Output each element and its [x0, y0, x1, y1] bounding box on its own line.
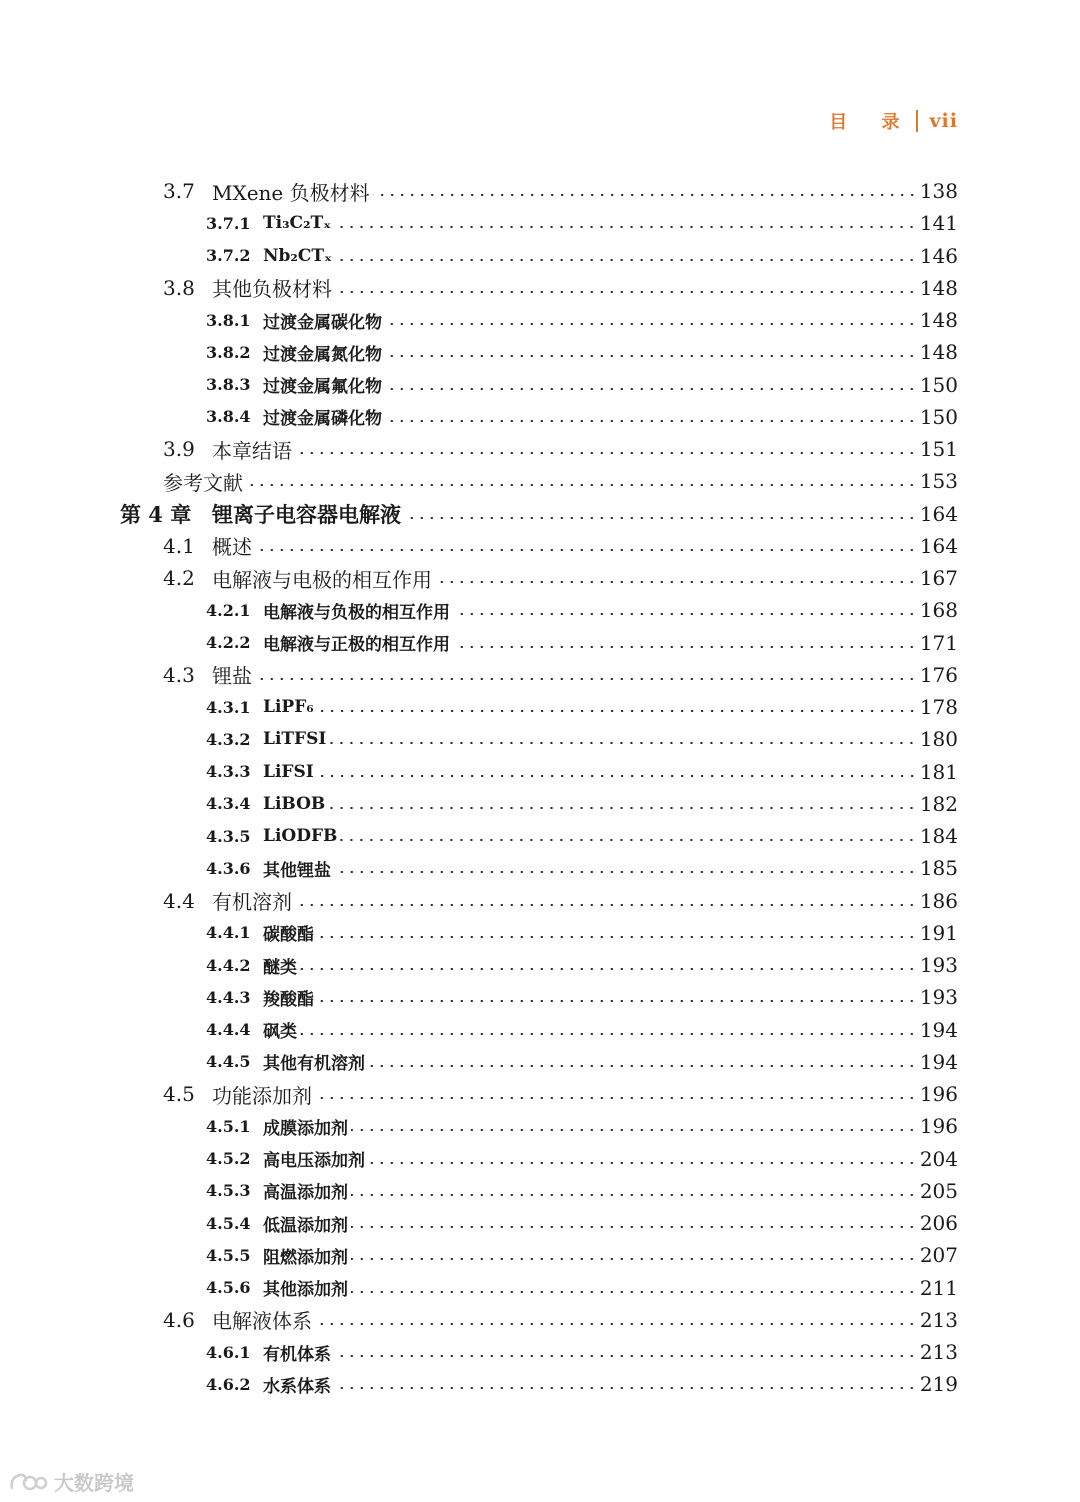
toc-entry-title: 砜类: [263, 1022, 297, 1042]
toc-entry-page-number: 193: [919, 985, 958, 1010]
toc-entry-title: 高电压添加剂: [263, 1151, 365, 1171]
toc-entry[interactable]: [0, 1272, 1080, 1304]
toc-dot-leader: [340, 839, 916, 841]
toc-entry-number: 3.7: [163, 179, 195, 203]
toc-entry[interactable]: [0, 207, 1080, 239]
toc-dot-leader: [334, 226, 917, 228]
toc-entry-line: [206, 820, 958, 852]
toc-entry-number: 3.9: [163, 437, 195, 461]
toc-entry-page-number: 164: [919, 533, 958, 558]
toc-entry-page-number: 213: [919, 1340, 958, 1364]
toc-dot-leader: [351, 1129, 917, 1131]
toc-entry[interactable]: [0, 1336, 1080, 1368]
toc-entry[interactable]: [0, 1239, 1080, 1271]
toc-entry-number: 4.4.2: [206, 955, 251, 975]
toc-entry-title: Nb₂CTₓ: [263, 245, 333, 266]
toc-dot-leader: [373, 194, 917, 196]
toc-entry-title: 概述: [212, 535, 252, 560]
toc-entry-title: 过渡金属磷化物: [263, 409, 382, 430]
toc-dot-leader: [435, 581, 917, 583]
toc-entry-number: 4.6: [163, 1307, 195, 1332]
toc-dot-leader: [335, 291, 917, 293]
toc-entry-number: 4.5: [163, 1082, 195, 1106]
toc-dot-leader: [255, 549, 917, 551]
toc-entry-page-number: 168: [919, 598, 958, 623]
toc-entry-page-number: 148: [919, 275, 958, 300]
toc-entry-title: 其他负极材料: [212, 277, 332, 302]
toc-entry-number: 3.7.2: [206, 246, 251, 265]
toc-entry-line: [206, 240, 958, 272]
toc-entry-number: 4.5.2: [206, 1149, 251, 1168]
toc-entry-number: 3.8.1: [206, 310, 251, 330]
toc-entry-number: 4.4.4: [206, 1020, 251, 1039]
toc-dot-leader: [300, 1033, 917, 1035]
toc-entry-line: [206, 336, 958, 368]
toc-dot-leader: [368, 1162, 917, 1164]
toc-entry-line: [206, 369, 958, 401]
toc-entry-page-number: 182: [919, 791, 958, 816]
toc-entry-number: 3.7.1: [206, 213, 251, 233]
toc-entry-page-number: 164: [919, 501, 958, 526]
toc-entry-number: 4.3: [163, 662, 195, 687]
toc-entry[interactable]: [0, 304, 1080, 336]
toc-entry[interactable]: [0, 1304, 1080, 1336]
toc-dot-leader: [351, 1258, 917, 1260]
toc-entry-line: [206, 207, 958, 239]
toc-entry-page-number: 148: [919, 340, 958, 365]
toc-dot-leader: [317, 710, 917, 712]
toc-entry-page-number: 191: [919, 920, 958, 945]
toc-entry[interactable]: [0, 756, 1080, 788]
toc-dot-leader: [385, 420, 917, 422]
toc-entry-title: 锂盐: [212, 664, 252, 689]
toc-entry[interactable]: [0, 369, 1080, 401]
toc-entry[interactable]: [0, 498, 1080, 530]
running-head-title: 目 录: [829, 112, 914, 133]
toc-dot-leader: [300, 968, 917, 970]
toc-entry-title: 醚类: [263, 957, 297, 978]
toc-entry-number: 3.8.2: [206, 342, 251, 362]
toc-dot-leader: [334, 1355, 917, 1357]
toc-entry-line: [163, 659, 958, 691]
toc-entry-page-number: 150: [919, 404, 958, 429]
toc-entry-number: 4.5.4: [206, 1213, 251, 1233]
toc-entry-line: [206, 1143, 958, 1175]
toc-entry-line: [163, 272, 958, 304]
toc-entry-number: 3.8.4: [206, 407, 251, 427]
toc-entry-number: 4.3.2: [206, 729, 251, 749]
toc-dot-leader: [328, 807, 917, 809]
toc-entry[interactable]: [0, 465, 1080, 497]
toc-dot-leader: [315, 1323, 917, 1325]
toc-entry-line: [206, 627, 958, 659]
toc-entry[interactable]: [0, 723, 1080, 755]
toc-entry[interactable]: [0, 820, 1080, 852]
toc-dot-leader: [246, 484, 917, 486]
toc-entry-line: [206, 917, 958, 949]
toc-entry-title: 电解液与正极的相互作用: [263, 635, 450, 655]
toc-entry-title: 有机溶剂: [212, 890, 292, 914]
toc-dot-leader: [404, 517, 917, 519]
toc-entry-title: 本章结语: [212, 438, 292, 463]
toc-entry-title: LiBOB: [263, 793, 326, 814]
running-head: [829, 106, 958, 136]
toc-dot-leader: [329, 742, 916, 744]
toc-entry[interactable]: [0, 788, 1080, 820]
toc-entry[interactable]: [0, 1207, 1080, 1239]
toc-entry-title: 高温添加剂: [263, 1183, 348, 1204]
toc-entry-title: 参考文献: [163, 470, 243, 495]
toc-entry-title: 过渡金属氮化物: [263, 344, 382, 365]
toc-entry-line: [206, 691, 958, 723]
toc-entry[interactable]: [0, 240, 1080, 272]
toc-entry-title: 成膜添加剂: [263, 1118, 348, 1139]
toc-entry-number: 4.4.1: [206, 923, 251, 943]
toc-dot-leader: [385, 355, 917, 357]
toc-entry-title: 其他有机溶剂: [263, 1054, 365, 1075]
toc-entry-title: 其他添加剂: [263, 1280, 348, 1300]
toc-entry-number: 3.8: [163, 275, 195, 300]
toc-entry-number: 4.5.6: [206, 1278, 251, 1297]
toc-entry-number: 4.5.3: [206, 1181, 251, 1201]
toc-entry-line: [206, 1175, 958, 1207]
toc-entry-page-number: 171: [919, 630, 958, 655]
toc-entry-number: 4.1: [163, 533, 195, 558]
toc-entry-page-number: 204: [919, 1146, 958, 1171]
toc-entry-page-number: 150: [919, 372, 958, 397]
toc-entry-number: 第 4 章: [120, 501, 192, 527]
toc-dot-leader: [334, 1387, 917, 1389]
toc-entry-line: [163, 433, 958, 465]
toc-entry-line: [206, 788, 958, 820]
toc-entry-line: [163, 175, 958, 207]
toc-entry-number: 4.5.5: [206, 1245, 251, 1265]
toc-entry-page-number: 186: [919, 888, 958, 913]
toc-entry-line: [206, 401, 958, 433]
toc-entry-line: [206, 723, 958, 755]
toc-entry[interactable]: [0, 852, 1080, 884]
toc-dot-leader: [317, 775, 917, 777]
toc-entry-page-number: 141: [919, 211, 958, 236]
watermark-text: 大数跨境: [54, 1471, 134, 1495]
toc-entry-number: 4.2.1: [206, 600, 251, 620]
toc-entry-line: [206, 304, 958, 336]
toc-entry[interactable]: [0, 594, 1080, 626]
toc-entry-title: LiFSI: [263, 761, 314, 782]
toc-dot-leader: [317, 936, 917, 938]
toc-entry-number: 4.5.1: [206, 1116, 251, 1136]
toc-entry-page-number: 219: [919, 1372, 958, 1397]
toc-dot-leader: [334, 871, 917, 873]
toc-entry-title: 阻燃添加剂: [263, 1247, 348, 1268]
toc-entry-line: [206, 981, 958, 1013]
running-head-page-number: vii: [929, 110, 958, 132]
toc-entry-line: [163, 1304, 958, 1336]
toc-entry[interactable]: [0, 1078, 1080, 1110]
toc-entry-number: 4.3.1: [206, 697, 251, 717]
toc-entry-title: LiODFB: [263, 826, 338, 846]
toc-dot-leader: [453, 646, 917, 648]
toc-dot-leader: [315, 1097, 917, 1099]
toc-entry-page-number: 176: [919, 662, 958, 687]
toc-entry-line: [206, 1110, 958, 1142]
toc-entry[interactable]: [0, 530, 1080, 562]
toc-entry[interactable]: [0, 885, 1080, 917]
toc-entry[interactable]: [0, 917, 1080, 949]
toc-entry[interactable]: [0, 659, 1080, 691]
toc-entry-title: 功能添加剂: [212, 1083, 312, 1108]
toc-entry-page-number: 180: [919, 727, 958, 752]
toc-entry-page-number: 181: [919, 759, 958, 784]
toc-entry[interactable]: [0, 1014, 1080, 1046]
toc-entry-number: 4.2: [163, 566, 195, 590]
toc-entry-title: 过渡金属氟化物: [263, 377, 382, 397]
toc-entry-page-number: 178: [919, 695, 958, 719]
toc-entry-title: 有机体系: [263, 1344, 331, 1365]
toc-entry-page-number: 148: [919, 308, 958, 332]
toc-entry-number: 3.8.3: [206, 375, 251, 394]
watermark-logo-icon: [8, 1469, 48, 1495]
toc-dot-leader: [385, 323, 917, 325]
toc-entry-title: 其他锂盐: [263, 860, 331, 881]
toc-entry[interactable]: [0, 272, 1080, 304]
toc-entry-title: 过渡金属碳化物: [263, 312, 382, 333]
toc-entry-title: LiPF₆: [263, 697, 314, 717]
toc-entry-number: 4.6.1: [206, 1342, 251, 1362]
toc-entry-page-number: 193: [919, 953, 958, 977]
toc-dot-leader: [351, 1291, 917, 1293]
toc-entry-line: [163, 465, 958, 497]
toc-entry[interactable]: [0, 1368, 1080, 1400]
toc-entry-number: 4.4.5: [206, 1052, 251, 1072]
toc-entry-number: 4.3.3: [206, 762, 251, 781]
toc-entry[interactable]: [0, 627, 1080, 659]
toc-entry-number: 4.2.2: [206, 633, 251, 652]
toc-entry-title: 羧酸酯: [263, 989, 314, 1010]
watermark: [8, 1467, 134, 1496]
toc-entry-page-number: 146: [919, 243, 958, 268]
toc-entry-line: [163, 885, 958, 917]
toc-entry-title: 电解液与电极的相互作用: [212, 567, 432, 592]
toc-entry-title: Ti₃C₂Tₓ: [263, 213, 332, 234]
toc-dot-leader: [385, 388, 917, 390]
toc-entry-line: [206, 852, 958, 884]
toc-entry-line: [206, 1336, 958, 1368]
toc-entry-line: [206, 949, 958, 981]
toc-entry-number: 4.4.3: [206, 987, 251, 1007]
toc-entry-page-number: 207: [919, 1243, 958, 1268]
toc-entry-line: [206, 1239, 958, 1271]
toc-entry-page-number: 205: [919, 1178, 958, 1203]
toc-dot-leader: [351, 1194, 917, 1196]
toc-entry-line: [206, 1046, 958, 1078]
toc-entry-title: 碳酸酯: [263, 925, 314, 946]
toc-entry[interactable]: [0, 401, 1080, 433]
toc-entry[interactable]: [0, 1175, 1080, 1207]
toc-entry[interactable]: [0, 336, 1080, 368]
toc-entry-page-number: 213: [919, 1307, 958, 1332]
toc-entry[interactable]: [0, 562, 1080, 594]
toc-entry-line: [206, 1014, 958, 1046]
toc-entry[interactable]: [0, 949, 1080, 981]
toc-entry-title: 电解液体系: [212, 1309, 312, 1334]
toc-dot-leader: [317, 1000, 917, 1002]
toc-entry-number: 4.3.4: [206, 794, 251, 814]
toc-entry-number: 4.3.5: [206, 826, 251, 846]
toc-entry-page-number: 211: [919, 1275, 958, 1300]
toc-dot-leader: [368, 1065, 917, 1067]
toc-entry-page-number: 153: [919, 469, 958, 494]
toc-entry-page-number: 194: [919, 1017, 958, 1042]
toc-entry-title: 低温添加剂: [263, 1215, 348, 1236]
toc-entry-line: [163, 530, 958, 562]
toc-entry-title: MXene 负极材料: [212, 180, 370, 205]
toc-entry-line: [206, 594, 958, 626]
toc-entry-number: 4.3.6: [206, 858, 251, 878]
toc-entry[interactable]: [0, 1143, 1080, 1175]
toc-entry-line: [206, 756, 958, 788]
toc-entry-page-number: 138: [919, 179, 958, 203]
toc-entry-page-number: 167: [919, 566, 958, 590]
toc-entry-page-number: 194: [919, 1049, 958, 1074]
toc-entry-title: 水系体系: [263, 1376, 331, 1397]
toc-entry-line: [120, 498, 958, 530]
toc-dot-leader: [295, 452, 917, 454]
toc-entry-line: [163, 562, 958, 594]
toc-entry[interactable]: [0, 175, 1080, 207]
toc-entry-page-number: 151: [919, 437, 958, 461]
running-head-divider: [916, 110, 918, 132]
toc-entry-line: [206, 1207, 958, 1239]
toc-entry[interactable]: [0, 1110, 1080, 1142]
toc-entry-number: 4.6.2: [206, 1374, 251, 1394]
toc-entry-title: LiTFSI: [263, 729, 327, 750]
toc-entry[interactable]: [0, 1046, 1080, 1078]
toc-dot-leader: [453, 613, 917, 615]
toc-dot-leader: [295, 904, 917, 906]
toc-dot-leader: [255, 678, 917, 680]
toc-entry[interactable]: [0, 981, 1080, 1013]
toc-entry-line: [206, 1272, 958, 1304]
toc-entry-page-number: 196: [919, 1114, 958, 1139]
toc-entry-line: [206, 1368, 958, 1400]
toc-entry[interactable]: [0, 691, 1080, 723]
toc-dot-leader: [351, 1226, 917, 1228]
toc-entry-page-number: 184: [919, 824, 958, 848]
toc-entry-title: 锂离子电容器电解液: [212, 501, 401, 527]
toc-entry[interactable]: [0, 433, 1080, 465]
toc-entry-page-number: 206: [919, 1211, 958, 1235]
toc-entry-page-number: 185: [919, 856, 958, 881]
toc-entry-title: 电解液与负极的相互作用: [263, 602, 450, 623]
toc-entry-page-number: 196: [919, 1082, 958, 1106]
toc-entry-number: 4.4: [163, 888, 195, 913]
toc-entry-line: [163, 1078, 958, 1110]
toc-dot-leader: [335, 259, 917, 261]
